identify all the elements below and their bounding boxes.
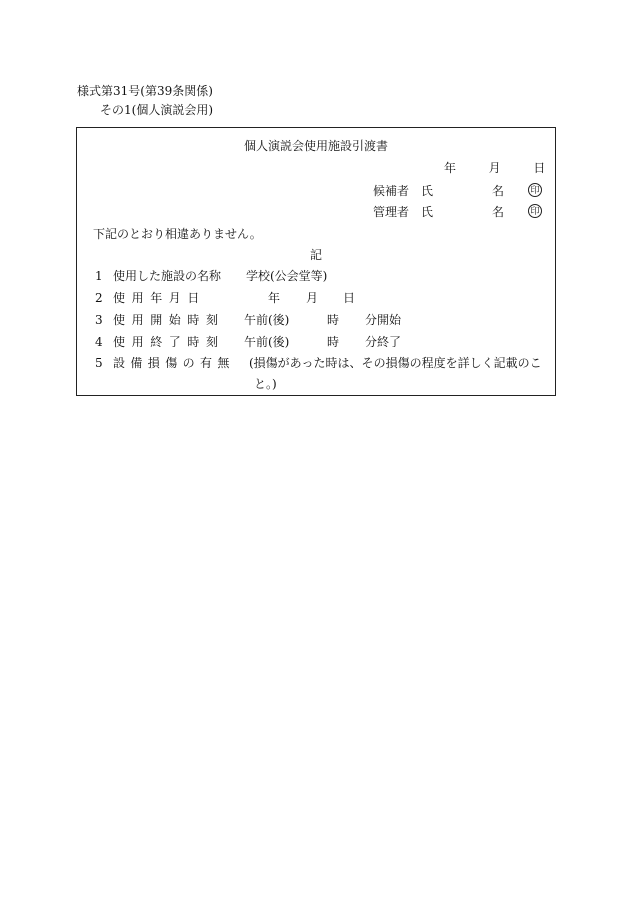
item-label: 使用年月日	[113, 291, 207, 305]
item-value-damage-line2: と。)	[254, 377, 277, 391]
ki-heading: 記	[309, 248, 322, 262]
date-day: 日	[533, 161, 546, 175]
seal-icon: 印	[528, 183, 542, 197]
signature-role-candidate: 候補者	[373, 184, 410, 198]
signature-shi: 氏	[421, 205, 434, 219]
item-value-ampm: 午前(後)	[244, 313, 290, 327]
form-number: 様式第31号(第39条関係)	[77, 84, 213, 98]
item-value-ampm: 午前(後)	[244, 335, 290, 349]
form-title: 個人演説会使用施設引渡書	[243, 139, 388, 153]
form-box	[76, 127, 556, 396]
item-number: 3	[95, 313, 103, 327]
item-value-minute: 分終了	[365, 335, 402, 349]
item-value-year: 年	[268, 291, 281, 305]
item-label: 設備損傷の有無	[113, 356, 235, 370]
statement: 下記のとおり相違ありません。	[93, 227, 262, 241]
seal-icon: 印	[528, 204, 542, 218]
item-value-facility: 学校(公会堂等)	[246, 269, 328, 283]
form-subtitle: その1(個人演説会用)	[100, 103, 213, 117]
item-label: 使用した施設の名称	[113, 269, 222, 283]
date-year: 年	[444, 161, 457, 175]
signature-mei: 名	[492, 205, 505, 219]
item-label: 使用開始時刻	[113, 313, 225, 327]
item-value-hour: 時	[327, 313, 340, 327]
item-value-month: 月	[306, 291, 319, 305]
signature-shi: 氏	[421, 184, 434, 198]
item-number: 1	[95, 269, 103, 283]
item-number: 4	[95, 335, 103, 349]
item-number: 5	[95, 356, 103, 370]
signature-mei: 名	[492, 184, 505, 198]
item-value-minute: 分開始	[365, 313, 402, 327]
date-month: 月	[488, 161, 501, 175]
item-value-hour: 時	[327, 335, 340, 349]
item-value-day: 日	[343, 291, 356, 305]
date-row	[444, 162, 545, 174]
item-value-damage-line1: (損傷があった時は、その損傷の程度を詳しく記載のこ	[249, 356, 542, 370]
item-label: 使用終了時刻	[113, 335, 225, 349]
signature-role-manager: 管理者	[373, 205, 410, 219]
item-number: 2	[95, 291, 103, 305]
